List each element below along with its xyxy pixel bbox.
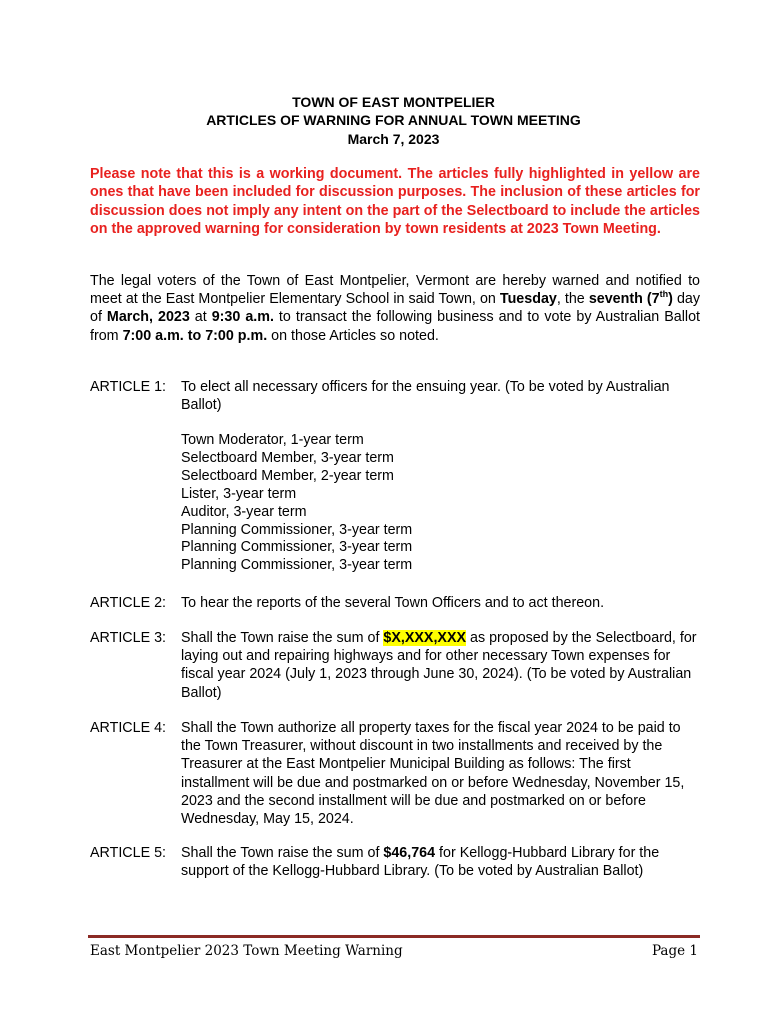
- document-title: ARTICLES OF WARNING FOR ANNUAL TOWN MEETING: [206, 112, 581, 128]
- article-text: Shall the Town raise the sum of $46,764 for Kellogg-Hubbard Library for the support of the Kellogg-Hubbard Library. (To be voted by Australian Ballot): [181, 845, 660, 880]
- town-title: TOWN OF EAST MONTPELIER: [292, 94, 495, 110]
- article-text: Shall the Town authorize all property taxes for the fiscal year 2024 to be paid to the Town Treasurer, without discount in two installments and received by the Treasurer at the East Montpelier Municipal Building as follows: The first installment will be due and postmarked on or before Wednesday, November 15, 2023 and the second installment will be due and postmarked on or before Wednesday, May 15, 2024.: [181, 720, 685, 828]
- article-label: ARTICLE 3:: [90, 630, 167, 646]
- article-label: ARTICLE 5:: [90, 845, 167, 861]
- meeting-day: Tuesday: [499, 291, 557, 308]
- office-item: Planning Commissioner, 3-year term: [181, 557, 413, 574]
- office-item: Planning Commissioner, 3-year term: [181, 539, 413, 556]
- article-label: ARTICLE 1:: [90, 379, 167, 395]
- footer-rule: [88, 935, 700, 938]
- meeting-time: 9:30 a.m.: [211, 309, 274, 326]
- poll-hours: 7:00 a.m. to 7:00 p.m.: [122, 327, 268, 344]
- office-item: Auditor, 3-year term: [181, 503, 307, 520]
- office-item: Selectboard Member, 3-year term: [181, 449, 394, 466]
- article-label: ARTICLE 2:: [90, 595, 167, 611]
- office-item: Planning Commissioner, 3-year term: [181, 521, 413, 538]
- intro-paragraph: The legal voters of the Town of East Montpelier, Vermont are hereby warned and notified to meet at the East Montpelier Elementary School in said Town, on Tuesday, the seventh (7th) day of March, 2023 at 9:30 a.m. to transact the following business and to vote by Australian Ballot from 7:00 a.m. to 7:00 p.m. on those Articles so noted.: [90, 273, 701, 344]
- footer-title: East Montpelier 2023 Town Meeting Warning: [90, 943, 403, 959]
- library-amount: $46,764: [383, 845, 436, 861]
- working-document-notice: Please note that this is a working document. The articles fully highlighted in yellow are ones that have been included for discussion purposes. The inclusion of these articles for discussion does not imply any intent on the part of the Selectboard to include the articles on the approved warning for consideration by town residents at 2023 Town Meeting.: [90, 166, 700, 238]
- meeting-date: March 7, 2023: [347, 131, 440, 147]
- office-item: Town Moderator, 1-year term: [181, 432, 364, 448]
- highlighted-amount: $X,XXX,XXX: [383, 630, 467, 646]
- page-number: Page 1: [651, 943, 698, 959]
- meeting-month-year: March, 2023: [106, 309, 190, 326]
- office-item: Lister, 3-year term: [181, 485, 297, 502]
- meeting-ordinal: seventh (7th): [588, 289, 673, 308]
- article-text: To hear the reports of the several Town Officers and to act thereon.: [181, 595, 605, 611]
- article-text: Shall the Town raise the sum of $X,XXX,XXX as proposed by the Selectboard, for laying out and repairing highways and for other necessary Town expenses for fiscal year 2024 (July 1, 2023 through June 30, 2024). (To be voted by Australian Ballot): [181, 630, 697, 701]
- article-text: To elect all necessary officers for the ensuing year. (To be voted by Australian Ballot): [181, 379, 670, 414]
- article-label: ARTICLE 4:: [90, 720, 167, 736]
- office-item: Selectboard Member, 2-year term: [181, 467, 394, 484]
- offices-list: [181, 432, 412, 575]
